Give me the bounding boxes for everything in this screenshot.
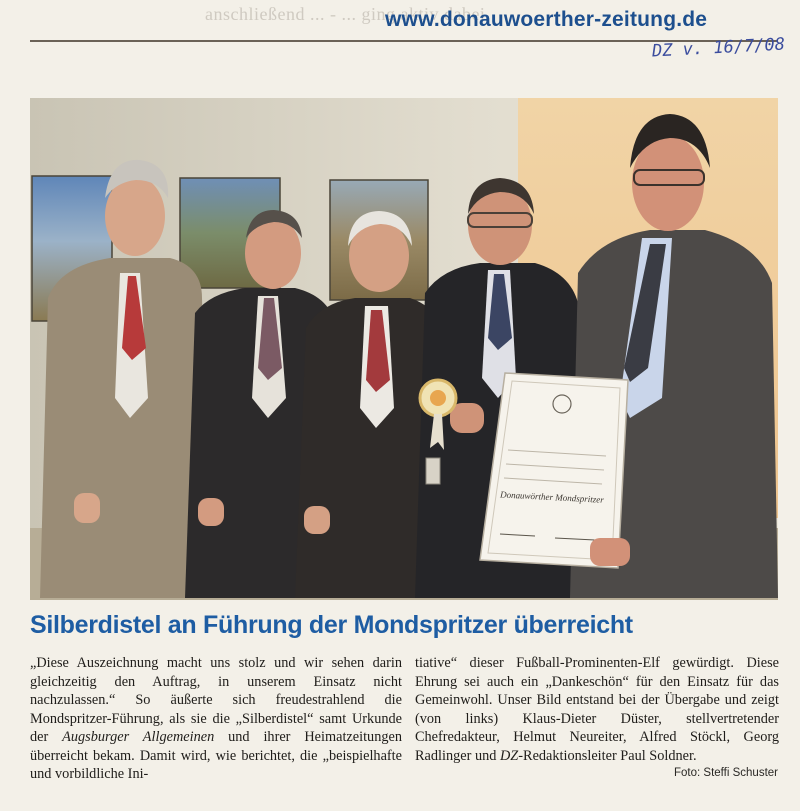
faded-background-text: anschließend ... - ... ging aktiv dabei: [205, 4, 486, 24]
column-text: und ihrer Heimatzeitungen überreicht bekam. Damit wird, wie berichtet, die „beispielhafte und vorbildliche Ini-: [30, 729, 402, 782]
article-photo: [30, 98, 778, 600]
photo-credit: Foto: Steffi Schuster: [674, 767, 778, 779]
article-column-left: [30, 654, 402, 784]
column-text: -Redaktionsleiter Paul Soldner.: [518, 747, 697, 764]
column-text: tiative“ dieser Fußball-Prominenten-Elf gewürdigt. Diese Ehrung sei auch ein „Dankeschön“ für den Einsatz für das Gemeinwohl. Unser Bild entstand bei der Übergabe und zeigt (von links) Klaus-Dieter Düster, stellvertretender Chefredakteur, Helmut Neureiter, Alfred Stöckl, Georg Radlinger und: [415, 655, 779, 764]
website-url: www.donauwoerther-zeitung.de: [385, 8, 708, 31]
certificate-text: Donauwörther Mondspritzer: [499, 489, 605, 505]
handwritten-date-note: DZ v. 16/7/08: [651, 34, 786, 62]
article-headline: Silberdistel an Führung der Mondspritzer überreicht: [30, 611, 633, 639]
column-text: „Diese Auszeichnung macht uns stolz und wir sehen darin gleichzeitig den Auftrag, in unserem Einsatz nicht nachzulassen.“ So äußerte sich freudestrahlend die Mondspritzer-Führung, als sie die „Silberdistel“ samt Urkunde der: [30, 655, 402, 745]
publication-abbrev: DZ: [499, 747, 519, 764]
photo-illustration: [30, 98, 778, 600]
publication-name: Augsburger Allgemeinen: [62, 729, 215, 745]
article-column-right: [415, 654, 779, 765]
